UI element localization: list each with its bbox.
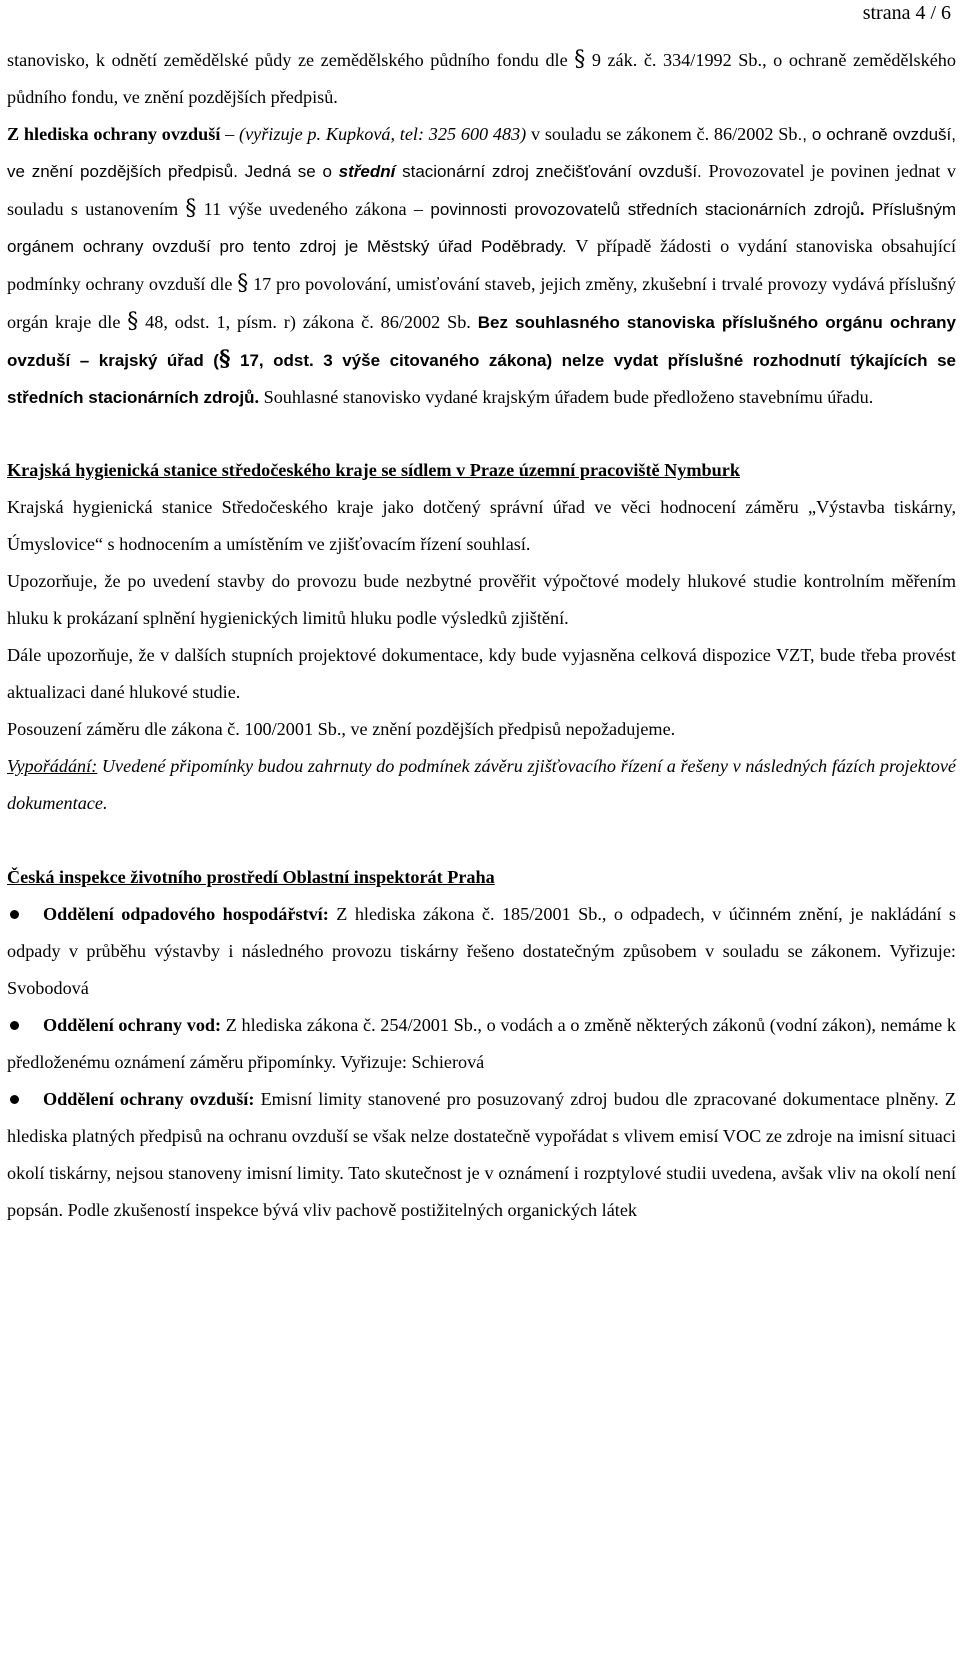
source-category: střední	[338, 162, 396, 181]
item-text: Z hlediska zákona č. 254/2001 Sb., o vodách a o změně některých zákonů (vodní zákon), nemáme k předloženému oznámení záměru připomínky. Vyřizuje: Schierová	[7, 1015, 956, 1072]
resolution-label: Vypořádání:	[7, 756, 98, 776]
item-label: Oddělení ochrany vod:	[43, 1015, 222, 1035]
document-body	[7, 41, 956, 1229]
paragraph-hygiene-noise: Upozorňuje, že po uvedení stavby do provozu bude nezbytné prověřit výpočtové modely hlukové studie kontrolním měřením hluku k prokázaní splnění hygienických limitů hluku podle výsledků zjištění.	[7, 571, 956, 628]
paragraph-hygiene-consent: Krajská hygienická stanice Středočeského kraje jako dotčený správní úřad ve věci hodnocení záměru „Výstavba tiskárny, Úmyslovice“ s hodnocením a umístěním ve zjišťovacím řízení souhlasí.	[7, 497, 956, 554]
air-protection-label: Z hlediska ochrany ovzduší	[7, 124, 226, 144]
resolution-text: Uvedené připomínky budou zahrnuty do podmínek závěru zjišťovacího řízení a řešeny v následných fázích projektové dokumentace.	[7, 756, 956, 813]
item-text: Emisní limity stanovené pro posuzovaný zdroj budou dle zpracované dokumentace plněny. Z hlediska platných předpisů na ochranu ovzduší se však nelze dostatečně vypořádat s vlivem emisí VOC ze zdroje na imisní situaci okolí tiskárny, nejsou stanoveny imisní limity. Tato skutečnost je v oznámení i rozptylové studii uvedena, avšak vliv na okolí není popsán. Podle zkušeností inspekce bývá vliv pachově postižitelných organických látek	[7, 1089, 956, 1220]
bullet-icon	[10, 1021, 19, 1030]
section-symbol: §	[127, 309, 139, 334]
inspection-list	[7, 896, 956, 1229]
item-label: Oddělení odpadového hospodářství:	[43, 904, 329, 924]
contact-info: (vyřizuje p. Kupková, tel: 325 600 483)	[239, 124, 527, 144]
section-symbol: §	[185, 196, 197, 221]
section-symbol: §	[237, 271, 249, 296]
bullet-icon	[10, 1095, 19, 1104]
page-number: strana 4 / 6	[862, 2, 951, 24]
paragraph-air-protection: Z hlediska ochrany ovzduší – (vyřizuje p. Kupková, tel: 325 600 483) v souladu se zákonem č. 86/2002 Sb., o ochraně ovzduší, ve znění pozdějších předpisů. Jedná se o střední stacionární zdroj znečišťování ovzduší. Provozovatel je povinen jednat v souladu s ustanovením § 11 výše uvedeného zákona – povinnosti provozovatelů středních stacionárních zdrojů. Příslušným orgánem ochrany ovzduší pro tento zdroj je Městský úřad Poděbrady. V případě žádosti o vydání stanoviska obsahující podmínky ochrany ovzduší dle § 17 pro povolování, umisťování staveb, jejich změny, zkušební i trvalé provozy vydává příslušný orgán kraje dle § 48, odst. 1, písm. r) zákona č. 86/2002 Sb. Bez souhlasného stanoviska příslušného orgánu ochrany ovzduší – krajský úřad (§ 17, odst. 3 výše citovaného zákona) nelze vydat příslušné rozhodnutí týkajících se středních stacionárních zdrojů. Souhlasné stanovisko vydané krajským úřadem bude předloženo stavebnímu úřadu.	[7, 124, 957, 407]
paragraph-land-fund: stanovisko, k odnětí zemědělské půdy ze zemědělského půdního fondu dle § 9 zák. č. 334/1992 Sb., o ochraně zemědělského půdního fondu, ve znění pozdějších předpisů.	[7, 47, 956, 107]
paragraph-hygiene-vzt: Dále upozorňuje, že v dalších stupních projektové dokumentace, kdy bude vyjasněna celková dispozice VZT, bude třeba provést aktualizaci dané hlukové studie.	[7, 645, 956, 702]
list-item	[7, 1081, 956, 1229]
paragraph-resolution	[7, 748, 956, 822]
section-symbol: §	[218, 346, 231, 372]
heading-hygiene-station: Krajská hygienická stanice středočeského kraje se sídlem v Praze územní pracoviště Nymburk	[7, 460, 740, 480]
item-label: Oddělení ochrany ovzduší:	[43, 1089, 255, 1109]
item-text: Z hlediska zákona č. 185/2001 Sb., o odpadech, v účinném znění, je nakládání s odpady v průběhu výstavby i následného provozu tiskárny řešeno dostatečným způsobem v souladu se zákonem. Vyřizuje: Svobodová	[7, 904, 957, 998]
heading-inspection: Česká inspekce životního prostředí Oblastní inspektorát Praha	[7, 867, 495, 887]
section-symbol: §	[574, 47, 586, 72]
bullet-icon	[10, 910, 19, 919]
list-item	[7, 1007, 956, 1081]
bold-requirement: Bez souhlasného stanoviska příslušného orgánu ochrany ovzduší – krajský úřad (	[7, 313, 956, 370]
paragraph-hygiene-assessment: Posouzení záměru dle zákona č. 100/2001 Sb., ve znění pozdějších předpisů nepožadujeme.	[7, 719, 676, 739]
list-item	[7, 896, 956, 1007]
